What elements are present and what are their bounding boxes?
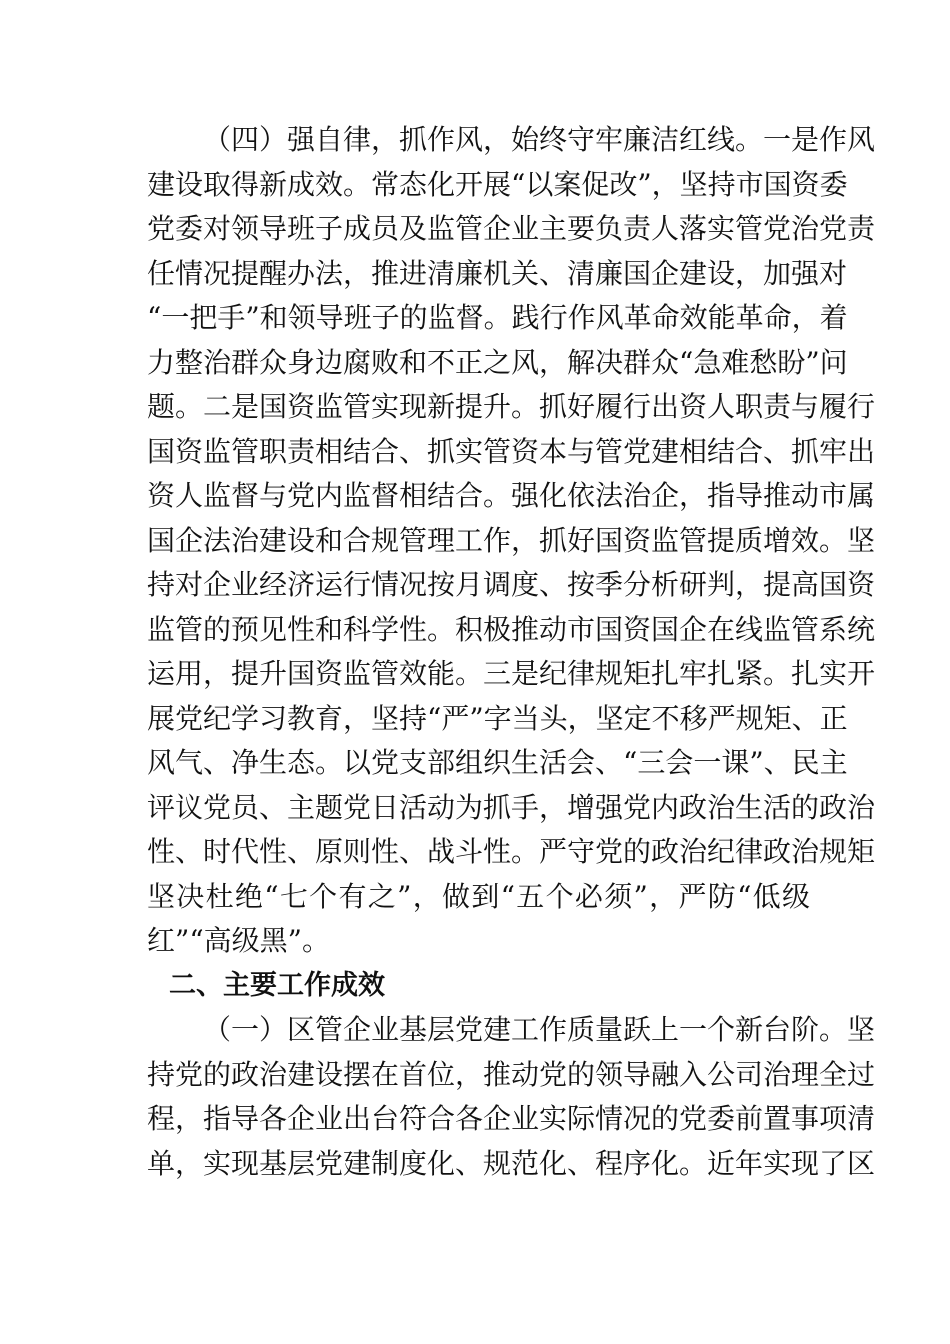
text-line: 力整治群众身边腐败和不正之风，解决群众“急难愁盼”问 — [147, 345, 848, 379]
text-line: 题。二是国资监管实现新提升。抓好履行出资人职责与履行 — [147, 390, 876, 423]
document-body — [147, 118, 876, 1186]
text-line: 持党的政治建设摆在首位，推动党的领导融入公司治理全过 — [147, 1057, 876, 1091]
text-line: 建设取得新成效。常态化开展“以案促改”，坚持市国资委 — [147, 167, 848, 201]
text-line: 评议党员、主题党日活动为抓手，增强党内政治生活的政治 — [147, 790, 876, 824]
text-line: 任情况提醒办法，推进清廉机关、清廉国企建设，加强对 — [147, 256, 848, 290]
section-heading: 二、主要工作成效 — [169, 969, 385, 1001]
paragraph-section-2-1 — [147, 1008, 876, 1186]
text-line: 国企法治建设和合规管理工作，抓好国资监管提质增效。坚 — [147, 523, 876, 557]
text-line: 党委对领导班子成员及监管企业主要负责人落实管党治党责 — [147, 212, 876, 245]
text-line: （四）强自律，抓作风，始终守牢廉洁红线。一是作风 — [203, 123, 876, 156]
text-line: 坚决杜绝“七个有之”，做到“五个必须”，严防“低级 — [147, 879, 810, 913]
text-line: 展党纪学习教育，坚持“严”字当头，坚定不移严规矩、正 — [147, 701, 848, 735]
text-line: 国资监管职责相结合、抓实管资本与管党建相结合、抓牢出 — [147, 434, 876, 468]
paragraph-section-4 — [147, 118, 876, 964]
text-line: （一）区管企业基层党建工作质量跃上一个新台阶。坚 — [203, 1013, 876, 1046]
text-line: 单，实现基层党建制度化、规范化、程序化。近年实现了区 — [147, 1146, 876, 1180]
text-line: 程，指导各企业出台符合各企业实际情况的党委前置事项清 — [147, 1102, 876, 1135]
text-line: 风气、净生态。以党支部组织生活会、“三会一课”、民主 — [147, 746, 848, 779]
text-line: 资人监督与党内监督相结合。强化依法治企，指导推动市属 — [147, 479, 876, 512]
text-line: 运用，提升国资监管效能。三是纪律规矩扎牢扎紧。扎实开 — [147, 657, 876, 690]
text-line: 监管的预见性和科学性。积极推动市国资国企在线监管系统 — [147, 612, 876, 646]
text-line: 性、时代性、原则性、战斗性。严守党的政治纪律政治规矩 — [147, 835, 876, 868]
text-line: 红”“高级黑”。 — [147, 924, 330, 957]
text-line: “一把手”和领导班子的监督。践行作风革命效能革命，着 — [147, 301, 848, 334]
text-line: 持对企业经济运行情况按月调度、按季分析研判，提高国资 — [147, 568, 876, 601]
